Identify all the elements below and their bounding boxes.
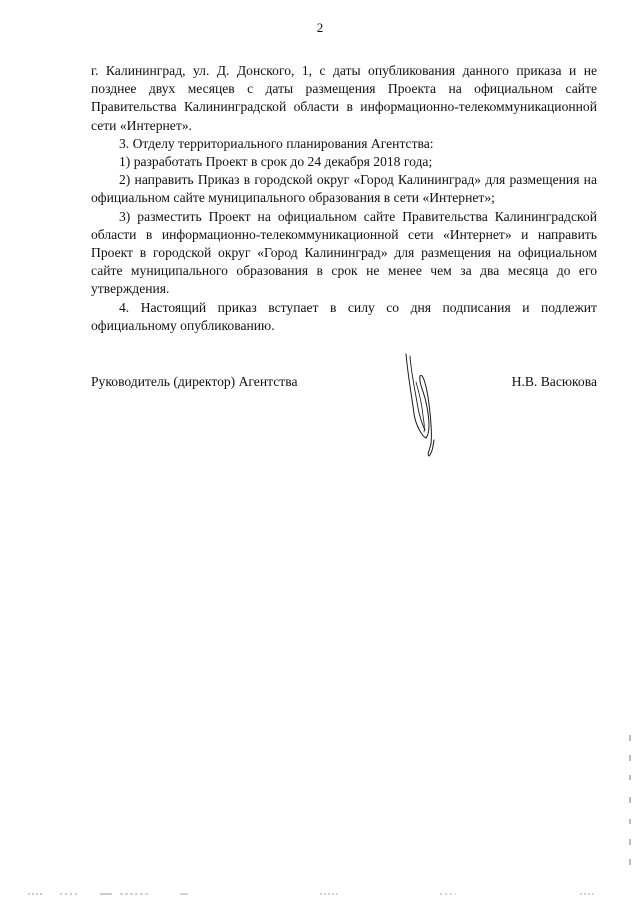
page-number: 2 — [316, 20, 324, 35]
signer-name: Н.В. Васюкова — [511, 374, 597, 389]
signer-title: Руководитель (директор) Агентства — [91, 374, 298, 389]
margin-scan-marks — [627, 735, 633, 870]
paragraph-address: г. Калининград, ул. Д. Донского, 1, с даты опубликования данного приказа и не позднее двух месяцев с даты размещения Проекта на официальном сайте Правительства Калининградской области в информационно-телекоммуникационной сети «Интернет». — [91, 63, 597, 133]
document-body — [91, 62, 597, 335]
handwritten-signature — [398, 352, 444, 462]
paragraph-item-4: 4. Настоящий приказ вступает в силу со дня подписания и подлежит официальному опубликованию. — [91, 299, 597, 333]
paragraph-item-3: 3. Отделу территориального планирования Агентства: — [119, 135, 434, 151]
bottom-scan-marks — [20, 890, 620, 898]
paragraph-subitem-3: 3) разместить Проект на официальном сайте Правительства Калининградской области в информационно-телекоммуникационной сети «Интернет» и направить Проект в городской округ «Город Калининград» для размещения на официальном сайте муниципального образования в срок не менее чем за два месяца до его утверждения. — [91, 208, 597, 297]
paragraph-subitem-1: 1) разработать Проект в срок до 24 декабря 2018 года; — [119, 154, 433, 170]
paragraph-subitem-2: 2) направить Приказ в городской округ «Город Калининград» для размещения на официальном сайте муниципального образования в сети «Интернет»; — [91, 172, 597, 206]
